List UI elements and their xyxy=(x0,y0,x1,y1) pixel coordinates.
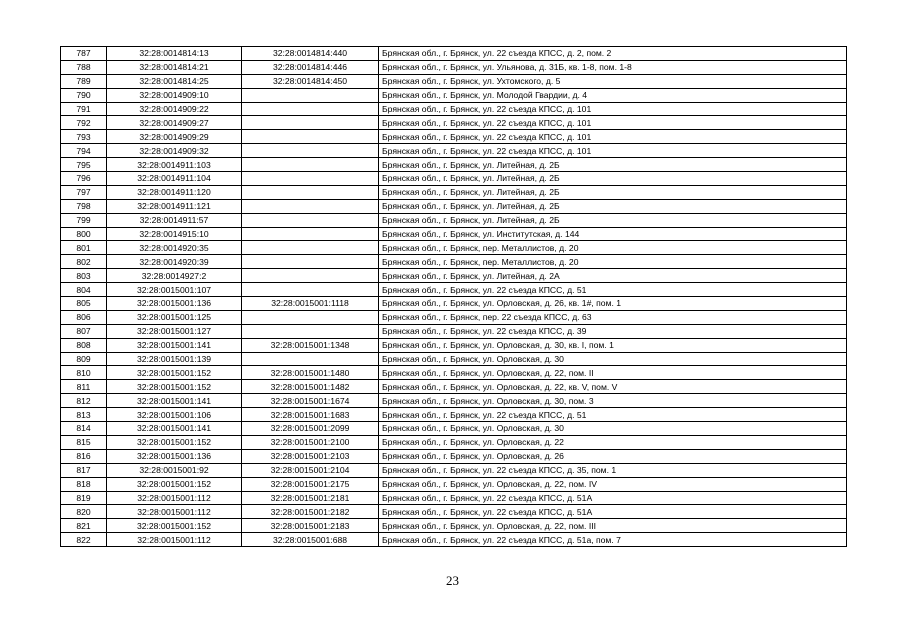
table-row xyxy=(61,491,847,505)
row-number-cell: 805 xyxy=(61,297,107,311)
row-number-cell: 816 xyxy=(61,449,107,463)
object-cadastral-number-cell: 32:28:0015001:1674 xyxy=(242,394,379,408)
parcel-cadastral-number-cell: 32:28:0014911:104 xyxy=(107,172,242,186)
row-number-cell: 820 xyxy=(61,505,107,519)
object-cadastral-number-cell: 32:28:0015001:1480 xyxy=(242,366,379,380)
table-row xyxy=(61,380,847,394)
parcel-cadastral-number-cell: 32:28:0015001:152 xyxy=(107,366,242,380)
table-row xyxy=(61,269,847,283)
row-number-cell: 808 xyxy=(61,338,107,352)
parcel-cadastral-number-cell: 32:28:0015001:152 xyxy=(107,380,242,394)
table-row xyxy=(61,338,847,352)
table-row xyxy=(61,47,847,61)
row-number-cell: 803 xyxy=(61,269,107,283)
row-number-cell: 817 xyxy=(61,463,107,477)
parcel-cadastral-number-cell: 32:28:0014814:25 xyxy=(107,74,242,88)
register-table xyxy=(60,46,847,547)
object-cadastral-number-cell: 32:28:0015001:2103 xyxy=(242,449,379,463)
parcel-cadastral-number-cell: 32:28:0014814:13 xyxy=(107,47,242,61)
parcel-cadastral-number-cell: 32:28:0014909:32 xyxy=(107,144,242,158)
row-number-cell: 804 xyxy=(61,283,107,297)
parcel-cadastral-number-cell: 32:28:0015001:152 xyxy=(107,435,242,449)
address-cell: Брянская обл., г. Брянск, ул. 22 съезда КПСС, д. 35, пом. 1 xyxy=(379,463,847,477)
table-row xyxy=(61,352,847,366)
address-cell: Брянская обл., г. Брянск, пер. 22 съезда КПСС, д. 63 xyxy=(379,310,847,324)
parcel-cadastral-number-cell: 32:28:0014909:10 xyxy=(107,88,242,102)
table-row xyxy=(61,449,847,463)
address-cell: Брянская обл., г. Брянск, ул. 22 съезда КПСС, д. 51А xyxy=(379,491,847,505)
address-cell: Брянская обл., г. Брянск, ул. 22 съезда КПСС, д. 51 xyxy=(379,408,847,422)
table-row xyxy=(61,324,847,338)
address-cell: Брянская обл., г. Брянск, ул. Орловская, д. 22, пом. IV xyxy=(379,477,847,491)
table-row xyxy=(61,435,847,449)
parcel-cadastral-number-cell: 32:28:0015001:141 xyxy=(107,338,242,352)
table-row xyxy=(61,74,847,88)
object-cadastral-number-cell xyxy=(242,283,379,297)
object-cadastral-number-cell: 32:28:0015001:1482 xyxy=(242,380,379,394)
object-cadastral-number-cell xyxy=(242,116,379,130)
register-table-body xyxy=(61,47,847,547)
parcel-cadastral-number-cell: 32:28:0014911:57 xyxy=(107,213,242,227)
page-number: 23 xyxy=(446,573,459,588)
row-number-cell: 799 xyxy=(61,213,107,227)
parcel-cadastral-number-cell: 32:28:0014927:2 xyxy=(107,269,242,283)
parcel-cadastral-number-cell: 32:28:0015001:139 xyxy=(107,352,242,366)
address-cell: Брянская обл., г. Брянск, ул. Орловская, д. 30, пом. 3 xyxy=(379,394,847,408)
address-cell: Брянская обл., г. Брянск, ул. Литейная, д. 2Б xyxy=(379,213,847,227)
table-row xyxy=(61,394,847,408)
row-number-cell: 809 xyxy=(61,352,107,366)
parcel-cadastral-number-cell: 32:28:0015001:141 xyxy=(107,394,242,408)
object-cadastral-number-cell xyxy=(242,310,379,324)
object-cadastral-number-cell xyxy=(242,352,379,366)
object-cadastral-number-cell: 32:28:0015001:2104 xyxy=(242,463,379,477)
parcel-cadastral-number-cell: 32:28:0014920:35 xyxy=(107,241,242,255)
table-row xyxy=(61,255,847,269)
address-cell: Брянская обл., г. Брянск, ул. Литейная, д. 2Б xyxy=(379,199,847,213)
object-cadastral-number-cell xyxy=(242,227,379,241)
table-row xyxy=(61,477,847,491)
table-row xyxy=(61,130,847,144)
table-row xyxy=(61,213,847,227)
parcel-cadastral-number-cell: 32:28:0014909:27 xyxy=(107,116,242,130)
table-row xyxy=(61,116,847,130)
row-number-cell: 795 xyxy=(61,158,107,172)
address-cell: Брянская обл., г. Брянск, ул. Орловская, д. 22, пом. III xyxy=(379,519,847,533)
address-cell: Брянская обл., г. Брянск, ул. Литейная, д. 2Б xyxy=(379,158,847,172)
row-number-cell: 792 xyxy=(61,116,107,130)
address-cell: Брянская обл., г. Брянск, ул. Институтская, д. 144 xyxy=(379,227,847,241)
table-row xyxy=(61,241,847,255)
object-cadastral-number-cell: 32:28:0015001:1348 xyxy=(242,338,379,352)
address-cell: Брянская обл., г. Брянск, ул. 22 съезда КПСС, д. 2, пом. 2 xyxy=(379,47,847,61)
object-cadastral-number-cell: 32:28:0015001:2182 xyxy=(242,505,379,519)
parcel-cadastral-number-cell: 32:28:0015001:125 xyxy=(107,310,242,324)
row-number-cell: 794 xyxy=(61,144,107,158)
parcel-cadastral-number-cell: 32:28:0014909:22 xyxy=(107,102,242,116)
row-number-cell: 797 xyxy=(61,185,107,199)
address-cell: Брянская обл., г. Брянск, ул. 22 съезда КПСС, д. 101 xyxy=(379,130,847,144)
parcel-cadastral-number-cell: 32:28:0014920:39 xyxy=(107,255,242,269)
table-row xyxy=(61,463,847,477)
table-row xyxy=(61,297,847,311)
address-cell: Брянская обл., г. Брянск, ул. Литейная, д. 2А xyxy=(379,269,847,283)
table-row xyxy=(61,60,847,74)
table-row xyxy=(61,310,847,324)
parcel-cadastral-number-cell: 32:28:0015001:136 xyxy=(107,449,242,463)
address-cell: Брянская обл., г. Брянск, ул. 22 съезда КПСС, д. 101 xyxy=(379,102,847,116)
table-row xyxy=(61,533,847,547)
parcel-cadastral-number-cell: 32:28:0014909:29 xyxy=(107,130,242,144)
table-row xyxy=(61,185,847,199)
object-cadastral-number-cell: 32:28:0015001:2100 xyxy=(242,435,379,449)
table-row xyxy=(61,366,847,380)
table-row xyxy=(61,199,847,213)
object-cadastral-number-cell xyxy=(242,144,379,158)
address-cell: Брянская обл., г. Брянск, ул. Орловская, д. 30, кв. I, пом. 1 xyxy=(379,338,847,352)
address-cell: Брянская обл., г. Брянск, ул. 22 съезда КПСС, д. 39 xyxy=(379,324,847,338)
object-cadastral-number-cell xyxy=(242,241,379,255)
row-number-cell: 810 xyxy=(61,366,107,380)
object-cadastral-number-cell: 32:28:0015001:1683 xyxy=(242,408,379,422)
row-number-cell: 822 xyxy=(61,533,107,547)
object-cadastral-number-cell xyxy=(242,172,379,186)
parcel-cadastral-number-cell: 32:28:0015001:112 xyxy=(107,505,242,519)
row-number-cell: 819 xyxy=(61,491,107,505)
table-row xyxy=(61,88,847,102)
address-cell: Брянская обл., г. Брянск, ул. Орловская, д. 30 xyxy=(379,352,847,366)
row-number-cell: 814 xyxy=(61,422,107,436)
parcel-cadastral-number-cell: 32:28:0015001:152 xyxy=(107,519,242,533)
parcel-cadastral-number-cell: 32:28:0015001:112 xyxy=(107,533,242,547)
address-cell: Брянская обл., г. Брянск, ул. 22 съезда КПСС, д. 101 xyxy=(379,116,847,130)
object-cadastral-number-cell: 32:28:0014814:440 xyxy=(242,47,379,61)
parcel-cadastral-number-cell: 32:28:0014911:121 xyxy=(107,199,242,213)
table-row xyxy=(61,505,847,519)
object-cadastral-number-cell: 32:28:0015001:2099 xyxy=(242,422,379,436)
object-cadastral-number-cell: 32:28:0015001:2175 xyxy=(242,477,379,491)
row-number-cell: 791 xyxy=(61,102,107,116)
row-number-cell: 807 xyxy=(61,324,107,338)
address-cell: Брянская обл., г. Брянск, ул. Орловская, д. 22 xyxy=(379,435,847,449)
address-cell: Брянская обл., г. Брянск, ул. Литейная, д. 2Б xyxy=(379,185,847,199)
row-number-cell: 802 xyxy=(61,255,107,269)
address-cell: Брянская обл., г. Брянск, ул. Литейная, д. 2Б xyxy=(379,172,847,186)
parcel-cadastral-number-cell: 32:28:0015001:112 xyxy=(107,491,242,505)
row-number-cell: 821 xyxy=(61,519,107,533)
parcel-cadastral-number-cell: 32:28:0014915:10 xyxy=(107,227,242,241)
row-number-cell: 790 xyxy=(61,88,107,102)
row-number-cell: 793 xyxy=(61,130,107,144)
object-cadastral-number-cell xyxy=(242,269,379,283)
row-number-cell: 789 xyxy=(61,74,107,88)
object-cadastral-number-cell: 32:28:0015001:2183 xyxy=(242,519,379,533)
address-cell: Брянская обл., г. Брянск, ул. Орловская, д. 30 xyxy=(379,422,847,436)
row-number-cell: 788 xyxy=(61,60,107,74)
parcel-cadastral-number-cell: 32:28:0014911:103 xyxy=(107,158,242,172)
object-cadastral-number-cell xyxy=(242,102,379,116)
row-number-cell: 811 xyxy=(61,380,107,394)
object-cadastral-number-cell: 32:28:0014814:446 xyxy=(242,60,379,74)
table-row xyxy=(61,422,847,436)
object-cadastral-number-cell xyxy=(242,255,379,269)
object-cadastral-number-cell xyxy=(242,88,379,102)
table-row xyxy=(61,519,847,533)
row-number-cell: 801 xyxy=(61,241,107,255)
row-number-cell: 813 xyxy=(61,408,107,422)
table-row xyxy=(61,283,847,297)
row-number-cell: 787 xyxy=(61,47,107,61)
parcel-cadastral-number-cell: 32:28:0015001:127 xyxy=(107,324,242,338)
object-cadastral-number-cell xyxy=(242,213,379,227)
table-row xyxy=(61,408,847,422)
address-cell: Брянская обл., г. Брянск, ул. Орловская, д. 22, пом. II xyxy=(379,366,847,380)
object-cadastral-number-cell: 32:28:0015001:688 xyxy=(242,533,379,547)
object-cadastral-number-cell xyxy=(242,199,379,213)
object-cadastral-number-cell xyxy=(242,130,379,144)
address-cell: Брянская обл., г. Брянск, пер. Металлистов, д. 20 xyxy=(379,255,847,269)
address-cell: Брянская обл., г. Брянск, пер. Металлистов, д. 20 xyxy=(379,241,847,255)
address-cell: Брянская обл., г. Брянск, ул. 22 съезда КПСС, д. 51 xyxy=(379,283,847,297)
address-cell: Брянская обл., г. Брянск, ул. 22 съезда КПСС, д. 101 xyxy=(379,144,847,158)
table-row xyxy=(61,227,847,241)
object-cadastral-number-cell: 32:28:0014814:450 xyxy=(242,74,379,88)
object-cadastral-number-cell: 32:28:0015001:2181 xyxy=(242,491,379,505)
parcel-cadastral-number-cell: 32:28:0014814:21 xyxy=(107,60,242,74)
table-row xyxy=(61,144,847,158)
address-cell: Брянская обл., г. Брянск, ул. 22 съезда КПСС, д. 51А xyxy=(379,505,847,519)
parcel-cadastral-number-cell: 32:28:0015001:141 xyxy=(107,422,242,436)
table-row xyxy=(61,102,847,116)
parcel-cadastral-number-cell: 32:28:0015001:107 xyxy=(107,283,242,297)
row-number-cell: 818 xyxy=(61,477,107,491)
address-cell: Брянская обл., г. Брянск, ул. Орловская, д. 22, кв. V, пом. V xyxy=(379,380,847,394)
parcel-cadastral-number-cell: 32:28:0015001:152 xyxy=(107,477,242,491)
row-number-cell: 812 xyxy=(61,394,107,408)
table-row xyxy=(61,172,847,186)
address-cell: Брянская обл., г. Брянск, ул. Ухтомского, д. 5 xyxy=(379,74,847,88)
address-cell: Брянская обл., г. Брянск, ул. Молодой Гвардии, д. 4 xyxy=(379,88,847,102)
parcel-cadastral-number-cell: 32:28:0015001:106 xyxy=(107,408,242,422)
object-cadastral-number-cell xyxy=(242,324,379,338)
parcel-cadastral-number-cell: 32:28:0015001:136 xyxy=(107,297,242,311)
row-number-cell: 800 xyxy=(61,227,107,241)
row-number-cell: 806 xyxy=(61,310,107,324)
object-cadastral-number-cell xyxy=(242,158,379,172)
address-cell: Брянская обл., г. Брянск, ул. Ульянова, д. 31Б, кв. 1-8, пом. 1-8 xyxy=(379,60,847,74)
address-cell: Брянская обл., г. Брянск, ул. Орловская, д. 26 xyxy=(379,449,847,463)
object-cadastral-number-cell: 32:28:0015001:1118 xyxy=(242,297,379,311)
row-number-cell: 798 xyxy=(61,199,107,213)
object-cadastral-number-cell xyxy=(242,185,379,199)
row-number-cell: 815 xyxy=(61,435,107,449)
address-cell: Брянская обл., г. Брянск, ул. Орловская, д. 26, кв. 1#, пом. 1 xyxy=(379,297,847,311)
parcel-cadastral-number-cell: 32:28:0015001:92 xyxy=(107,463,242,477)
row-number-cell: 796 xyxy=(61,172,107,186)
table-row xyxy=(61,158,847,172)
address-cell: Брянская обл., г. Брянск, ул. 22 съезда КПСС, д. 51а, пом. 7 xyxy=(379,533,847,547)
parcel-cadastral-number-cell: 32:28:0014911:120 xyxy=(107,185,242,199)
